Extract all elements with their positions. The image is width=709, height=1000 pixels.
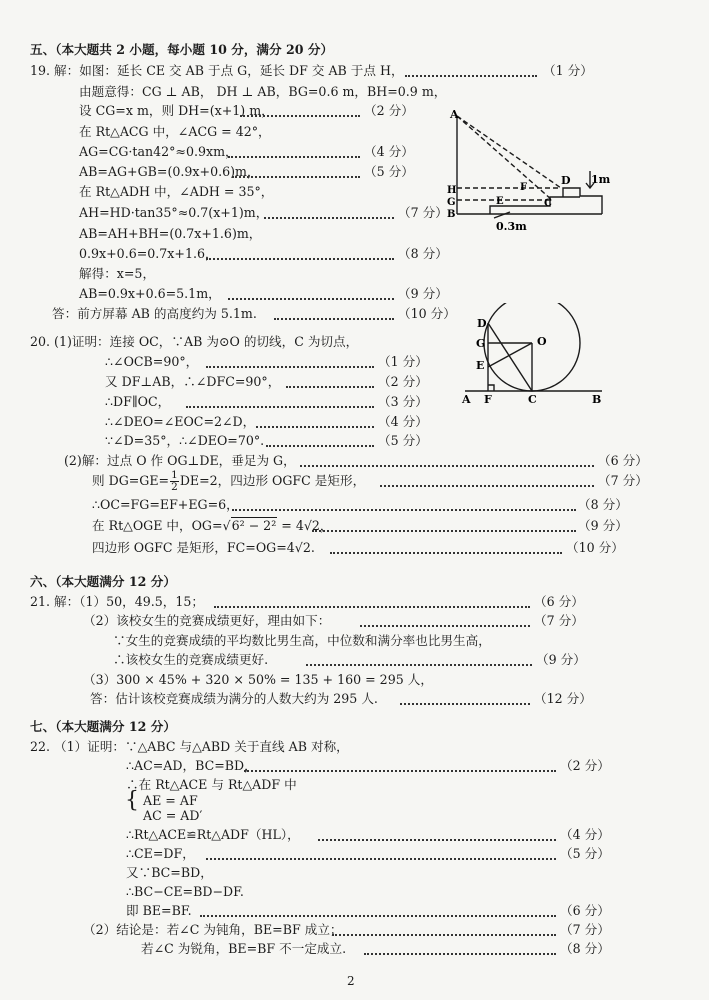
- section-6-header: 六、（本大题满分 12 分）: [30, 574, 176, 589]
- leader-dots: [400, 687, 530, 705]
- q20-line-7: (2)解：过点 O 作 OG⊥DE，垂足为 G，: [64, 453, 296, 468]
- q20-line-11: 四边形 OGFC 是矩形，FC=OG=4√2.: [92, 540, 315, 555]
- leader-dots: [256, 410, 374, 428]
- q22-line-4: AE = AF: [143, 793, 198, 808]
- q21-line-4: ∴该校女生的竞赛成绩更好.: [113, 652, 269, 667]
- system-brace: {: [125, 788, 139, 813]
- q19-score-5: （4 分）: [364, 144, 414, 159]
- q20-score-5: （4 分）: [378, 414, 428, 429]
- leader-dots: [214, 590, 530, 608]
- leader-dots: [286, 370, 374, 388]
- q19-score-12: （9 分）: [398, 286, 448, 301]
- q20-line-4: ∴DF∥OC，: [105, 394, 171, 409]
- q22-line-7: ∴CE=DF，: [126, 846, 195, 861]
- q20-score-11: （10 分）: [566, 540, 624, 555]
- fig19-label-b: B: [447, 209, 456, 220]
- q19-line-2: 由题意得：CG ⊥ AB， DH ⊥ AB，BG=0.6 m，BH=0.9 m，: [79, 84, 447, 99]
- q20-text-8a: 则 DG=GE=: [92, 473, 170, 488]
- q19-line-4: 在 Rt△ACG 中，∠ACG = 42°，: [79, 124, 271, 139]
- q22-line-11: （2）结论是：若∠C 为钝角，BE=BF 成立；: [83, 922, 343, 937]
- leader-dots: [186, 390, 374, 408]
- q22-line-8: 又∵BC=BD，: [126, 865, 213, 880]
- q22-line-12: 若∠C 为锐角，BE=BF 不一定成立.: [141, 941, 347, 956]
- q19-line-7: 在 Rt△ADH 中，∠ADH = 35°，: [79, 184, 274, 199]
- leader-dots: [364, 937, 556, 955]
- q20-line-9: ∴OC=FG=EF+EG=6，: [92, 497, 239, 512]
- q19-figure: [440, 108, 615, 236]
- q19-line-13: 答：前方屏幕 AB 的高度约为 5.1m.: [52, 306, 257, 321]
- fig19-label-h: H: [447, 185, 457, 196]
- q20-score-7: （6 分）: [598, 453, 648, 468]
- q20-line-6: ∵∠D=35°，∴∠DEO=70°.: [105, 433, 265, 448]
- q20-line-2: ∴∠OCB=90°，: [105, 354, 199, 369]
- q20-line-1: 20. (1)证明：连接 OC，∵AB 为⊙O 的切线，C 为切点，: [30, 334, 359, 349]
- q20-score-10: （9 分）: [578, 518, 628, 533]
- leader-dots: [380, 469, 594, 487]
- leader-dots: [306, 648, 532, 666]
- q20-line-5: ∴∠DEO=∠EOC=2∠D，: [105, 414, 256, 429]
- q19-score-8: （7 分）: [398, 205, 448, 220]
- q20-score-2: （1 分）: [378, 354, 428, 369]
- leader-dots: [266, 429, 374, 447]
- fig20-label-b: B: [592, 393, 602, 406]
- leader-dots: [228, 140, 360, 158]
- q19-score-6: （5 分）: [364, 164, 414, 179]
- fig20-label-f: F: [484, 393, 492, 406]
- fig19-label-1m: 1m: [591, 173, 611, 186]
- q22-score-6: （4 分）: [560, 827, 610, 842]
- q22-score-12: （8 分）: [560, 941, 610, 956]
- leader-dots: [200, 899, 556, 917]
- fig19-label-c: C: [544, 198, 552, 209]
- leader-dots: [206, 350, 374, 368]
- q21-score-1: （6 分）: [534, 594, 584, 609]
- q22-score-2: （2 分）: [560, 758, 610, 773]
- section-5-header: 五、（本大题共 2 小题，每小题 10 分，满分 20 分）: [30, 42, 334, 57]
- fig19-label-g: G: [447, 197, 456, 208]
- q19-line-8: AH=HD·tan35°≈0.7(x+1)m，: [79, 205, 269, 220]
- q21-score-4: （9 分）: [536, 652, 586, 667]
- fig20-label-o: O: [537, 335, 547, 348]
- section-7-header: 七、（本大题满分 12 分）: [30, 719, 176, 734]
- leader-dots: [330, 536, 562, 554]
- q19-line-12: AB=0.9x+0.6=5.1m，: [79, 286, 221, 301]
- fig19-label-e: E: [496, 196, 504, 207]
- q19-line-11: 解得：x=5，: [79, 266, 156, 281]
- q19-score-10: （8 分）: [398, 246, 448, 261]
- q20-line-8: [92, 466, 365, 496]
- fig20-label-a: A: [462, 393, 471, 406]
- q22-line-2: ∴AC=AD，BC=BD，: [126, 758, 257, 773]
- q20-score-4: （3 分）: [378, 394, 428, 409]
- q20-line-10: 在 Rt△OGE 中，OG=√6² − 2² = 4√2，: [92, 518, 333, 533]
- q20-score-6: （5 分）: [378, 433, 428, 448]
- fraction-denominator: 2: [171, 481, 178, 493]
- fig19-label-03m: 0.3m: [496, 220, 527, 233]
- q20-text-10a: 在 Rt△OGE 中，OG=: [92, 518, 223, 533]
- q22-score-10: （6 分）: [560, 903, 610, 918]
- leader-dots: [232, 493, 576, 511]
- q19-line-6: AB=AG+GB=(0.9x+0.6)m，: [79, 164, 260, 179]
- q22-line-3: ∴在 Rt△ACE 与 Rt△ADF 中: [126, 777, 297, 792]
- q19-line-9: AB=AH+BH=(0.7x+1.6)m，: [79, 226, 262, 241]
- q22-line-9: ∴BC−CE=BD−DF.: [126, 884, 244, 899]
- q20-score-3: （2 分）: [378, 374, 428, 389]
- q19-score-1: （1 分）: [543, 63, 593, 78]
- q19-score-13: （10 分）: [398, 306, 456, 321]
- fig19-label-d: D: [561, 174, 571, 187]
- q20-text-8b: DE=2，四边形 OGFC 是矩形，: [179, 473, 366, 488]
- q21-line-3: ∵女生的竞赛成绩的平均数比男生高，中位数和满分率也比男生高，: [113, 633, 491, 648]
- q21-line-6: 答：估计该校竞赛成绩为满分的人数大约为 295 人.: [90, 691, 378, 706]
- q19-line-10: 0.9x+0.6=0.7x+1.6，: [79, 246, 218, 261]
- q19-line-5: AG=CG·tan42°≈0.9xm，: [79, 144, 238, 159]
- fig19-label-a: A: [450, 108, 459, 121]
- q20-figure: [460, 303, 610, 407]
- q20-score-8: （7 分）: [598, 473, 648, 488]
- q20-score-9: （8 分）: [578, 497, 628, 512]
- leader-dots: [300, 449, 594, 467]
- q19-line-3: 设 CG=x m，则 DH=(x+1) m，: [79, 103, 274, 118]
- q22-line-1: 22. （1）证明：∵△ABC 与△ABD 关于直线 AB 对称，: [30, 739, 349, 754]
- q20-line-3: 又 DF⊥AB，∴∠DFC=90°，: [105, 374, 281, 389]
- leader-dots: [312, 514, 576, 532]
- leader-dots: [206, 242, 394, 260]
- q22-line-6: ∴Rt△ACE≌Rt△ADF（HL），: [126, 827, 300, 842]
- q22-score-7: （5 分）: [560, 846, 610, 861]
- q22-score-11: （7 分）: [560, 922, 610, 937]
- q19-score-3: （2 分）: [364, 103, 414, 118]
- radicand: 6² − 2²: [231, 518, 277, 533]
- leader-dots: [318, 823, 556, 841]
- page-number: 2: [347, 974, 355, 988]
- fig20-label-d: D: [477, 317, 487, 330]
- leader-dots: [405, 59, 537, 77]
- q21-score-2: （7 分）: [534, 613, 584, 628]
- q21-line-1: 21. 解：（1）50，49.5，15；: [30, 594, 204, 609]
- fig20-label-c: C: [528, 393, 537, 406]
- leader-dots: [206, 842, 556, 860]
- leader-dots: [332, 918, 556, 936]
- fig20-label-g: G: [476, 337, 486, 350]
- leader-dots: [228, 282, 394, 300]
- leader-dots: [264, 201, 394, 219]
- leader-dots: [240, 99, 360, 117]
- fraction-one-half: [170, 470, 179, 493]
- fraction-numerator: 1: [171, 469, 178, 481]
- leader-dots: [244, 754, 556, 772]
- fig20-label-e: E: [476, 359, 485, 372]
- q21-line-2: （2）该校女生的竞赛成绩更好，理由如下：: [83, 613, 331, 628]
- q21-line-5: （3）300 × 45% + 320 × 50% = 135 + 160 = 295 人，: [83, 672, 433, 687]
- leader-dots: [274, 302, 394, 320]
- leader-dots: [232, 160, 360, 178]
- q22-line-10: 即 BE=BF.: [126, 903, 192, 918]
- q20-text-10b: = 4√2，: [281, 518, 333, 533]
- q22-line-5: AC = AD′: [143, 808, 203, 823]
- leader-dots: [360, 609, 530, 627]
- q19-line-1: 19. 解：如图：延长 CE 交 AB 于点 G，延长 DF 交 AB 于点 H，: [30, 63, 404, 78]
- q21-score-6: （12 分）: [534, 691, 592, 706]
- fig19-label-f: F: [520, 182, 528, 193]
